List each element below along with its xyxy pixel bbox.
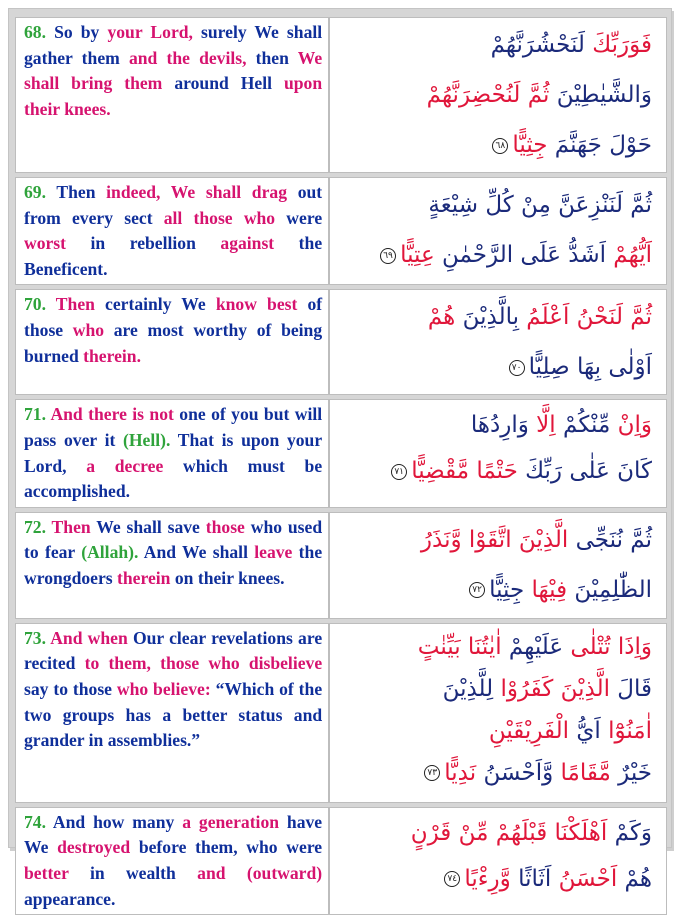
translation-segment: better — [24, 862, 69, 883]
translation-segment: all those who — [163, 207, 276, 228]
arabic-segment: اٰيٰتُنَا بَيِّنٰتٍ — [417, 633, 502, 660]
arabic-line — [336, 70, 652, 120]
translation-segment: Then — [46, 182, 107, 202]
translation-segment: a decree — [86, 455, 164, 476]
translation-segment: and (outward) — [197, 862, 323, 883]
english-translation — [15, 17, 329, 173]
ayah-number-marker: ٧٣ — [424, 765, 440, 781]
translation-segment: “Which of the two groups has a better status and grander in assemblies.” — [24, 678, 323, 751]
arabic-segment: عِتِيًّا — [400, 242, 435, 268]
arabic-segment: حَتْمًا مَّقْضِيًّا — [411, 458, 518, 485]
arabic-line — [336, 342, 652, 392]
translation-segment: Lord, — [150, 22, 193, 42]
translation-segment: to them, — [84, 653, 151, 674]
translation-segment: out from every sect — [24, 182, 323, 228]
verse-row — [15, 623, 667, 803]
translation-segment: We shall save — [90, 516, 206, 537]
verse-number: 74. — [24, 811, 46, 832]
translation-segment: against — [220, 233, 275, 254]
ayah-number-marker: ٧٠ — [509, 360, 525, 376]
arabic-line — [336, 402, 652, 448]
arabic-segment: ثُمَّ لَنُحْضِرَنَّهُمْ — [426, 82, 550, 108]
translation-segment: And how many — [46, 811, 183, 832]
verse-number: 71. — [24, 404, 46, 425]
translation-segment: in rebellion — [66, 233, 221, 254]
arabic-segment: اَحْسَنُ — [551, 865, 618, 892]
translation-segment: That is upon your Lord, — [24, 429, 323, 476]
translation-segment: indeed, We shall drag — [106, 182, 287, 202]
arabic-segment: بِالَّذِيْنَ — [455, 304, 519, 331]
arabic-segment: لِلَّذِيْنَ — [442, 675, 494, 702]
translation-segment: And when — [46, 627, 128, 648]
verse-row — [15, 177, 667, 285]
english-translation — [15, 399, 329, 507]
translation-segment: who believe: — [116, 678, 211, 699]
english-translation — [15, 512, 329, 619]
translation-segment: appearance. — [24, 888, 116, 909]
arabic-segment: مَّقَامًا — [553, 759, 611, 786]
translation-segment: therein — [117, 567, 171, 588]
arabic-segment: عَلَيْهِمْ — [501, 633, 564, 660]
arabic-segment: الَّذِيْنَ كَفَرُوْا — [493, 675, 610, 702]
arabic-segment: قَالَ — [609, 675, 652, 702]
ayah-number-marker: ٦٩ — [380, 248, 396, 264]
translation-segment: before them, who were — [130, 837, 323, 858]
arabic-segment: فَوَرَبِّكَ — [584, 32, 652, 58]
english-translation — [15, 807, 329, 915]
arabic-line — [336, 20, 652, 70]
english-translation — [15, 623, 329, 803]
arabic-line — [336, 448, 652, 494]
translation-segment: in wealth — [68, 862, 198, 883]
arabic-segment: اٰمَنُوْٓا — [600, 717, 652, 744]
arabic-segment: اَهْلَكْنَا قَبْلَهُمْ — [488, 819, 608, 846]
arabic-segment: ثُمَّ نُنَجِّى — [568, 526, 652, 553]
translation-segment: destroyed — [57, 837, 131, 858]
arabic-text — [329, 177, 667, 285]
translation-segment: have We — [24, 811, 323, 858]
translation-segment: were — [275, 207, 323, 228]
translation-segment: one of you but will pass over it — [24, 404, 323, 450]
translation-segment: which must be accomplished. — [24, 455, 323, 502]
translation-segment: therein. — [83, 345, 141, 366]
arabic-segment: فِيْهَا — [524, 576, 568, 603]
arabic-segment: لَنَحْشُرَنَّهُمْ — [490, 32, 585, 58]
translation-segment: upon their knees. — [24, 73, 323, 119]
translation-segment: then — [246, 47, 298, 68]
arabic-segment: مِّنْ قَرْنٍ — [410, 819, 489, 846]
verse-row — [15, 289, 667, 395]
translation-segment: around Hell — [162, 73, 284, 94]
arabic-segment: اَوْلٰى بِهَا صِلِيًّا — [528, 354, 652, 381]
arabic-line — [336, 810, 652, 856]
arabic-segment: وَاِنْ — [610, 412, 652, 439]
arabic-text — [329, 512, 667, 619]
english-translation — [15, 289, 329, 395]
translation-segment: your — [107, 22, 143, 42]
translation-segment: We shall bring them — [24, 47, 323, 94]
verse-row — [15, 807, 667, 915]
english-translation — [15, 177, 329, 285]
arabic-text — [329, 623, 667, 803]
arabic-segment: الَّذِيْنَ اتَّقَوْا — [461, 526, 569, 553]
arabic-line — [336, 120, 652, 170]
ayah-number-marker: ٧١ — [391, 464, 407, 480]
verse-number: 73. — [24, 627, 46, 648]
arabic-line — [336, 626, 652, 668]
translation-segment: So by — [46, 22, 108, 42]
arabic-segment: جِثِيًّا — [512, 132, 548, 158]
arabic-segment: خَيْرٌ — [610, 759, 652, 786]
arabic-segment: اِلَّا — [528, 412, 556, 439]
translation-segment: of those — [24, 294, 323, 340]
translation-segment: (Allah). — [81, 542, 139, 563]
translation-segment: who disbelieve — [208, 653, 323, 674]
arabic-segment: وَارِدُهَا — [470, 412, 529, 439]
translation-segment: the wrongdoers — [24, 542, 323, 588]
arabic-segment: حَوْلَ جَهَنَّمَ — [547, 132, 652, 158]
translation-segment: on their knees. — [170, 567, 285, 588]
arabic-segment: وَّنَذَرُ — [420, 526, 462, 553]
arabic-segment: اَشَدُّ عَلَى الرَّحْمٰنِ — [434, 242, 606, 268]
arabic-segment: مِنْ كُلِّ شِيْعَةٍ — [428, 192, 551, 218]
arabic-segment: وَّاَحْسَنُ — [476, 759, 554, 786]
verse-number: 69. — [24, 182, 46, 202]
arabic-segment: الظّٰلِمِيْنَ — [567, 576, 652, 603]
verse-number: 72. — [24, 516, 46, 537]
arabic-segment: وَّرِءْيًا — [464, 865, 511, 892]
translation-segment: those — [150, 653, 209, 674]
translation-segment: those — [205, 516, 245, 537]
arabic-segment: جِثِيًّا — [489, 576, 525, 603]
translation-segment: worst — [24, 233, 67, 254]
translation-segment: surely We shall gather them — [24, 22, 323, 68]
verse-row — [15, 399, 667, 507]
verse-table-frame — [8, 8, 672, 909]
translation-segment: And We shall — [138, 542, 255, 563]
ayah-number-marker: ٦٨ — [492, 138, 508, 154]
arabic-line — [336, 565, 652, 615]
translation-segment: Our clear revelations are recited — [24, 627, 323, 674]
arabic-text — [329, 399, 667, 507]
arabic-segment: وَاِذَا تُتْلٰى — [563, 633, 652, 660]
verse-table — [15, 13, 667, 919]
arabic-segment: ثُمَّ لَنَنْزِعَنَّ — [550, 192, 652, 218]
arabic-segment: اَعْلَمُ — [519, 304, 570, 331]
translation-segment: who used to fear — [24, 516, 323, 563]
arabic-text — [329, 289, 667, 395]
arabic-line — [336, 292, 652, 342]
arabic-text — [329, 807, 667, 915]
arabic-segment: اَثَاثًا — [510, 865, 552, 892]
arabic-segment: اَيُّهُمْ — [605, 242, 652, 268]
translation-segment: certainly We — [105, 294, 216, 315]
arabic-line — [336, 668, 652, 710]
arabic-segment: وَكَمْ — [607, 819, 652, 846]
translation-segment: the Beneficent. — [24, 233, 323, 279]
arabic-line — [336, 180, 652, 230]
arabic-segment: هُمْ — [617, 865, 652, 892]
arabic-segment: اَيُّ — [569, 717, 601, 744]
translation-segment: and the devils, — [128, 47, 247, 68]
verse-row — [15, 17, 667, 173]
arabic-line — [336, 515, 652, 565]
arabic-segment: ثُمَّ لَنَحْنُ — [569, 304, 652, 331]
arabic-line — [336, 752, 652, 794]
translation-segment: leave — [254, 542, 293, 563]
translation-segment: a generation — [182, 811, 280, 832]
arabic-line — [336, 710, 652, 752]
arabic-segment: مِّنْكُمْ — [555, 412, 611, 439]
translation-segment: (Hell). — [123, 429, 171, 450]
translation-segment: who — [72, 319, 105, 340]
verse-number: 68. — [24, 22, 46, 42]
arabic-segment: الْفَرِيْقَيْنِ — [488, 717, 570, 744]
arabic-line — [336, 230, 652, 280]
arabic-text — [329, 17, 667, 173]
translation-segment: are most worthy of being burned — [24, 319, 323, 366]
arabic-segment: نَدِيًّا — [444, 759, 477, 786]
verse-number: 70. — [24, 294, 46, 315]
translation-segment: Then — [46, 294, 106, 315]
arabic-segment: هُمْ — [427, 304, 456, 331]
arabic-segment: وَالشَّيٰطِيْنَ — [549, 82, 652, 108]
translation-segment: Then — [46, 516, 91, 537]
ayah-number-marker: ٧٤ — [444, 871, 460, 887]
arabic-segment: كَانَ عَلٰى رَبِّكَ — [517, 458, 652, 485]
ayah-number-marker: ٧٢ — [469, 582, 485, 598]
arabic-line — [336, 856, 652, 902]
translation-segment: And there is not — [46, 404, 174, 425]
verse-row — [15, 512, 667, 619]
translation-segment: say to those — [24, 678, 117, 699]
translation-segment: know best — [215, 294, 298, 315]
